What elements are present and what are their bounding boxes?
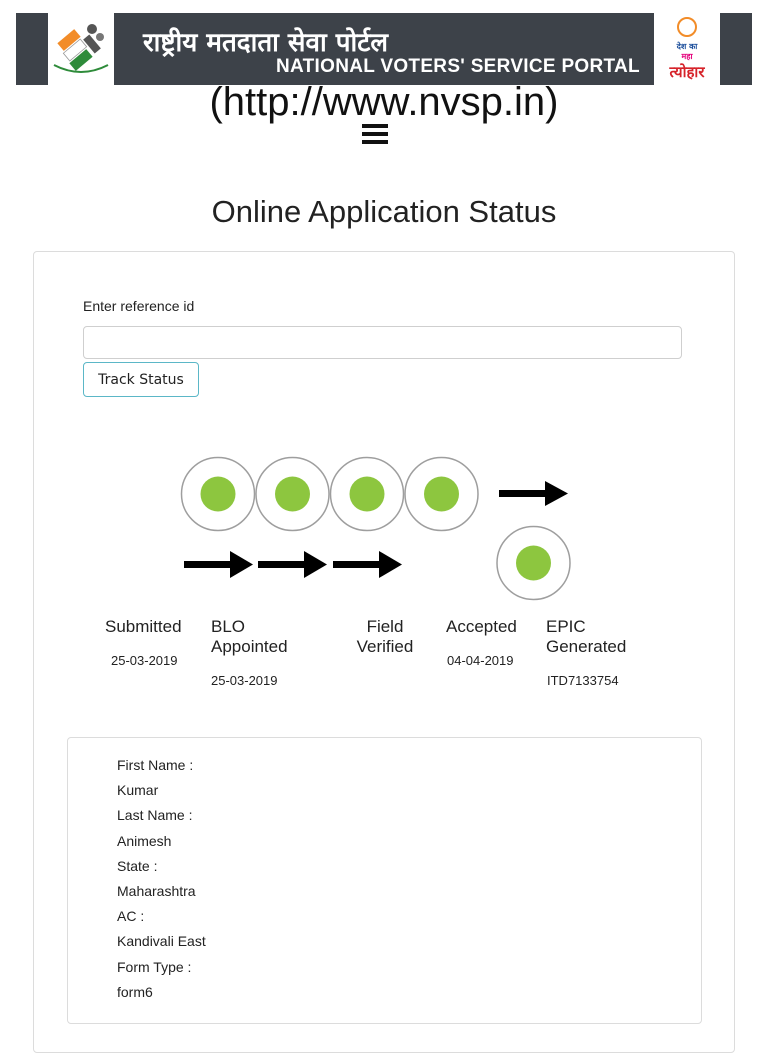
epic-number: ITD7133754 bbox=[547, 673, 619, 688]
detail-label-state: State : bbox=[117, 857, 158, 874]
stage-circle-submitted bbox=[182, 458, 255, 531]
detail-label-last-name: Last Name : bbox=[117, 807, 193, 824]
stage-label-epic-generated: EPIC Generated bbox=[546, 617, 627, 656]
right-logo-line2: महा bbox=[681, 52, 693, 61]
stage-date-accepted: 04-04-2019 bbox=[447, 653, 514, 668]
detail-value-last-name: Animesh bbox=[117, 832, 172, 849]
detail-label-ac: AC : bbox=[117, 908, 145, 925]
stage-date-submitted: 25-03-2019 bbox=[111, 653, 178, 668]
stage-circle-accepted bbox=[405, 458, 478, 531]
stage-date-blo-appointed: 25-03-2019 bbox=[211, 673, 278, 688]
stage-label-submitted: Submitted bbox=[105, 617, 182, 636]
hindi-portal-title: राष्ट्रीय मतदाता सेवा पोर्टल bbox=[143, 28, 388, 58]
detail-value-ac: Kandivali East bbox=[117, 933, 206, 950]
arrow-right-icon bbox=[258, 551, 327, 578]
right-logo-line1: देश का bbox=[676, 42, 698, 51]
stage-label-accepted: Accepted bbox=[446, 617, 517, 636]
english-portal-title: NATIONAL VOTERS' SERVICE PORTAL bbox=[276, 56, 640, 77]
detail-value-state: Maharashtra bbox=[117, 882, 196, 899]
stage-circle-field-verified bbox=[331, 458, 404, 531]
reference-id-label: Enter reference id bbox=[83, 298, 195, 314]
detail-label-form-type: Form Type : bbox=[117, 958, 192, 975]
track-status-button[interactable]: Track Status bbox=[83, 362, 199, 397]
arrow-right-icon bbox=[499, 481, 568, 506]
applicant-details-list bbox=[117, 755, 206, 1007]
right-logo-line3: त्योहार bbox=[669, 63, 705, 81]
site-url[interactable]: (http://www.nvsp.in) bbox=[209, 80, 559, 124]
arrow-right-icon bbox=[184, 551, 253, 578]
detail-label-first-name: First Name : bbox=[117, 757, 194, 773]
arrow-right-icon bbox=[333, 551, 402, 578]
stage-label-field-verified: Field Verified bbox=[356, 617, 414, 656]
detail-value-form-type: form6 bbox=[117, 983, 153, 1000]
page-title: Online Application Status bbox=[211, 194, 557, 229]
stage-circle-blo-appointed bbox=[256, 458, 329, 531]
stage-circle-epic-generated bbox=[497, 527, 570, 600]
detail-value-first-name: Kumar bbox=[117, 782, 159, 799]
stage-label-blo-appointed: BLO Appointed bbox=[211, 617, 288, 656]
